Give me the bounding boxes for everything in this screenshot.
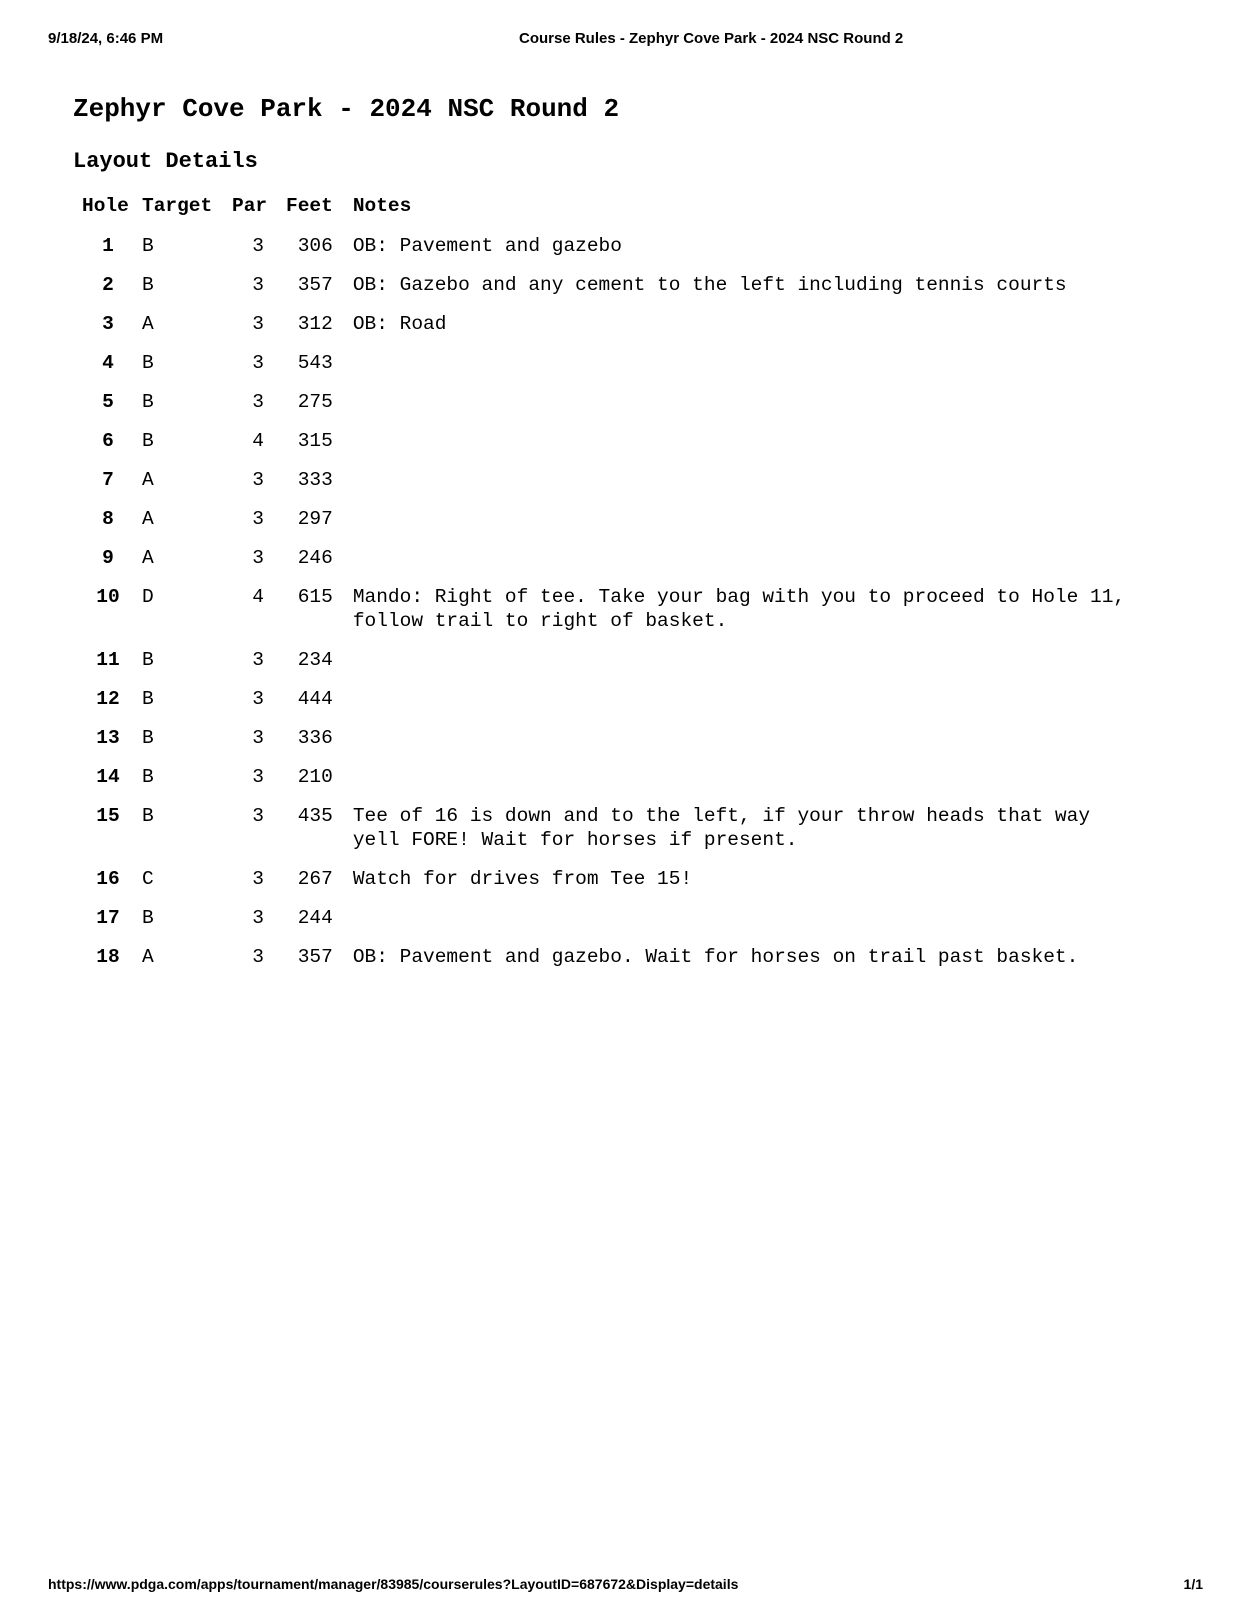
- hole-feet: 275: [297, 391, 333, 413]
- hole-par: 3: [252, 352, 264, 374]
- hole-notes: OB: Pavement and gazebo. Wait for horses on trail past basket.: [352, 946, 1079, 968]
- hole-target: A: [142, 508, 154, 530]
- hole-number: 9: [102, 547, 114, 569]
- hole-number: 15: [96, 805, 120, 827]
- hole-par: 3: [252, 274, 264, 296]
- print-document-title: Course Rules - Zephyr Cove Park - 2024 NSC Round 2: [519, 30, 904, 47]
- hole-target: B: [142, 430, 154, 452]
- table-row: [78, 234, 1147, 273]
- hole-notes: [337, 429, 1147, 468]
- layout-table: [78, 194, 1147, 984]
- hole-notes: [337, 687, 1147, 726]
- print-footer: [48, 1576, 1203, 1596]
- hole-par: 3: [252, 688, 264, 710]
- column-header-par: Par: [232, 195, 268, 217]
- hole-par: 3: [252, 235, 264, 257]
- hole-par: 3: [252, 805, 264, 827]
- hole-par: 3: [252, 469, 264, 491]
- hole-feet: 312: [297, 313, 333, 335]
- hole-number: 3: [102, 313, 114, 335]
- table-row: [78, 585, 1147, 648]
- hole-notes: [337, 468, 1147, 507]
- hole-feet: 267: [297, 868, 333, 890]
- table-row: [78, 273, 1147, 312]
- hole-notes: [337, 765, 1147, 804]
- hole-number: 4: [102, 352, 114, 374]
- hole-target: D: [142, 586, 154, 608]
- hole-notes: OB: Road: [352, 313, 447, 335]
- hole-feet: 246: [297, 547, 333, 569]
- hole-par: 3: [252, 508, 264, 530]
- table-row: [78, 507, 1147, 546]
- hole-par: 3: [252, 766, 264, 788]
- hole-par: 4: [252, 586, 264, 608]
- hole-target: B: [142, 688, 154, 710]
- hole-feet: 306: [297, 235, 333, 257]
- table-row: [78, 390, 1147, 429]
- hole-par: 3: [252, 313, 264, 335]
- hole-feet: 336: [297, 727, 333, 749]
- table-row: [78, 804, 1147, 867]
- hole-target: B: [142, 235, 154, 257]
- table-row: [78, 546, 1147, 585]
- hole-number: 8: [102, 508, 114, 530]
- hole-par: 3: [252, 391, 264, 413]
- hole-feet: 615: [297, 586, 333, 608]
- hole-feet: 333: [297, 469, 333, 491]
- hole-notes: [337, 906, 1147, 945]
- table-row: [78, 906, 1147, 945]
- hole-feet: 234: [297, 649, 333, 671]
- column-header-notes: Notes: [352, 195, 412, 217]
- hole-target: A: [142, 547, 154, 569]
- hole-feet: 297: [297, 508, 333, 530]
- table-row: [78, 867, 1147, 906]
- hole-number: 16: [96, 868, 120, 890]
- hole-notes: [337, 351, 1147, 390]
- hole-feet: 210: [297, 766, 333, 788]
- hole-target: B: [142, 766, 154, 788]
- hole-par: 3: [252, 868, 264, 890]
- hole-par: 4: [252, 430, 264, 452]
- hole-target: B: [142, 649, 154, 671]
- table-header-row: [78, 194, 1147, 234]
- hole-feet: 435: [297, 805, 333, 827]
- hole-number: 14: [96, 766, 120, 788]
- hole-number: 11: [96, 649, 120, 671]
- hole-target: A: [142, 946, 154, 968]
- hole-target: B: [142, 727, 154, 749]
- hole-notes: OB: Gazebo and any cement to the left including tennis courts: [352, 274, 1067, 296]
- hole-number: 13: [96, 727, 120, 749]
- hole-feet: 357: [297, 946, 333, 968]
- print-url: https://www.pdga.com/apps/tournament/manager/83985/courserules?LayoutID=687672&Display=details: [48, 1576, 739, 1592]
- table-row: [78, 429, 1147, 468]
- hole-notes: [337, 726, 1147, 765]
- hole-number: 12: [96, 688, 120, 710]
- hole-feet: 244: [297, 907, 333, 929]
- table-row: [78, 468, 1147, 507]
- hole-number: 2: [102, 274, 114, 296]
- hole-target: B: [142, 805, 154, 827]
- hole-par: 3: [252, 649, 264, 671]
- column-header-feet: Feet: [286, 195, 333, 217]
- hole-par: 3: [252, 547, 264, 569]
- hole-target: B: [142, 907, 154, 929]
- hole-number: 6: [102, 430, 114, 452]
- hole-feet: 543: [297, 352, 333, 374]
- hole-number: 17: [96, 907, 120, 929]
- hole-notes: [337, 507, 1147, 546]
- hole-notes: Mando: Right of tee. Take your bag with you to proceed to Hole 11, follow trail to right of basket.: [352, 586, 1126, 632]
- hole-target: B: [142, 274, 154, 296]
- hole-number: 7: [102, 469, 114, 491]
- hole-target: C: [142, 868, 154, 890]
- hole-notes: [337, 546, 1147, 585]
- table-row: [78, 312, 1147, 351]
- table-row: [78, 945, 1147, 984]
- table-row: [78, 648, 1147, 687]
- hole-notes: Watch for drives from Tee 15!: [352, 868, 693, 890]
- page-content: [73, 92, 1147, 984]
- hole-number: 10: [96, 586, 120, 608]
- print-date: 9/18/24, 6:46 PM: [48, 30, 164, 47]
- hole-target: A: [142, 469, 154, 491]
- hole-target: B: [142, 391, 154, 413]
- hole-par: 3: [252, 727, 264, 749]
- hole-par: 3: [252, 907, 264, 929]
- hole-notes: Tee of 16 is down and to the left, if your throw heads that way yell FORE! Wait for horses if present.: [352, 805, 1091, 851]
- hole-number: 1: [102, 235, 114, 257]
- table-row: [78, 726, 1147, 765]
- hole-target: B: [142, 352, 154, 374]
- hole-notes: [337, 390, 1147, 429]
- hole-notes: OB: Pavement and gazebo: [352, 235, 622, 257]
- page-number: 1/1: [1183, 1576, 1203, 1592]
- hole-notes: [337, 648, 1147, 687]
- table-row: [78, 765, 1147, 804]
- hole-par: 3: [252, 946, 264, 968]
- table-row: [78, 351, 1147, 390]
- hole-number: 5: [102, 391, 114, 413]
- table-row: [78, 687, 1147, 726]
- column-header-hole: Hole: [82, 195, 129, 217]
- section-title: Layout Details: [73, 149, 258, 174]
- print-header: [48, 30, 1203, 50]
- hole-target: A: [142, 313, 154, 335]
- column-header-target: Target: [142, 195, 213, 217]
- hole-number: 18: [96, 946, 120, 968]
- hole-feet: 444: [297, 688, 333, 710]
- hole-feet: 315: [297, 430, 333, 452]
- hole-feet: 357: [297, 274, 333, 296]
- page-title: Zephyr Cove Park - 2024 NSC Round 2: [73, 94, 620, 124]
